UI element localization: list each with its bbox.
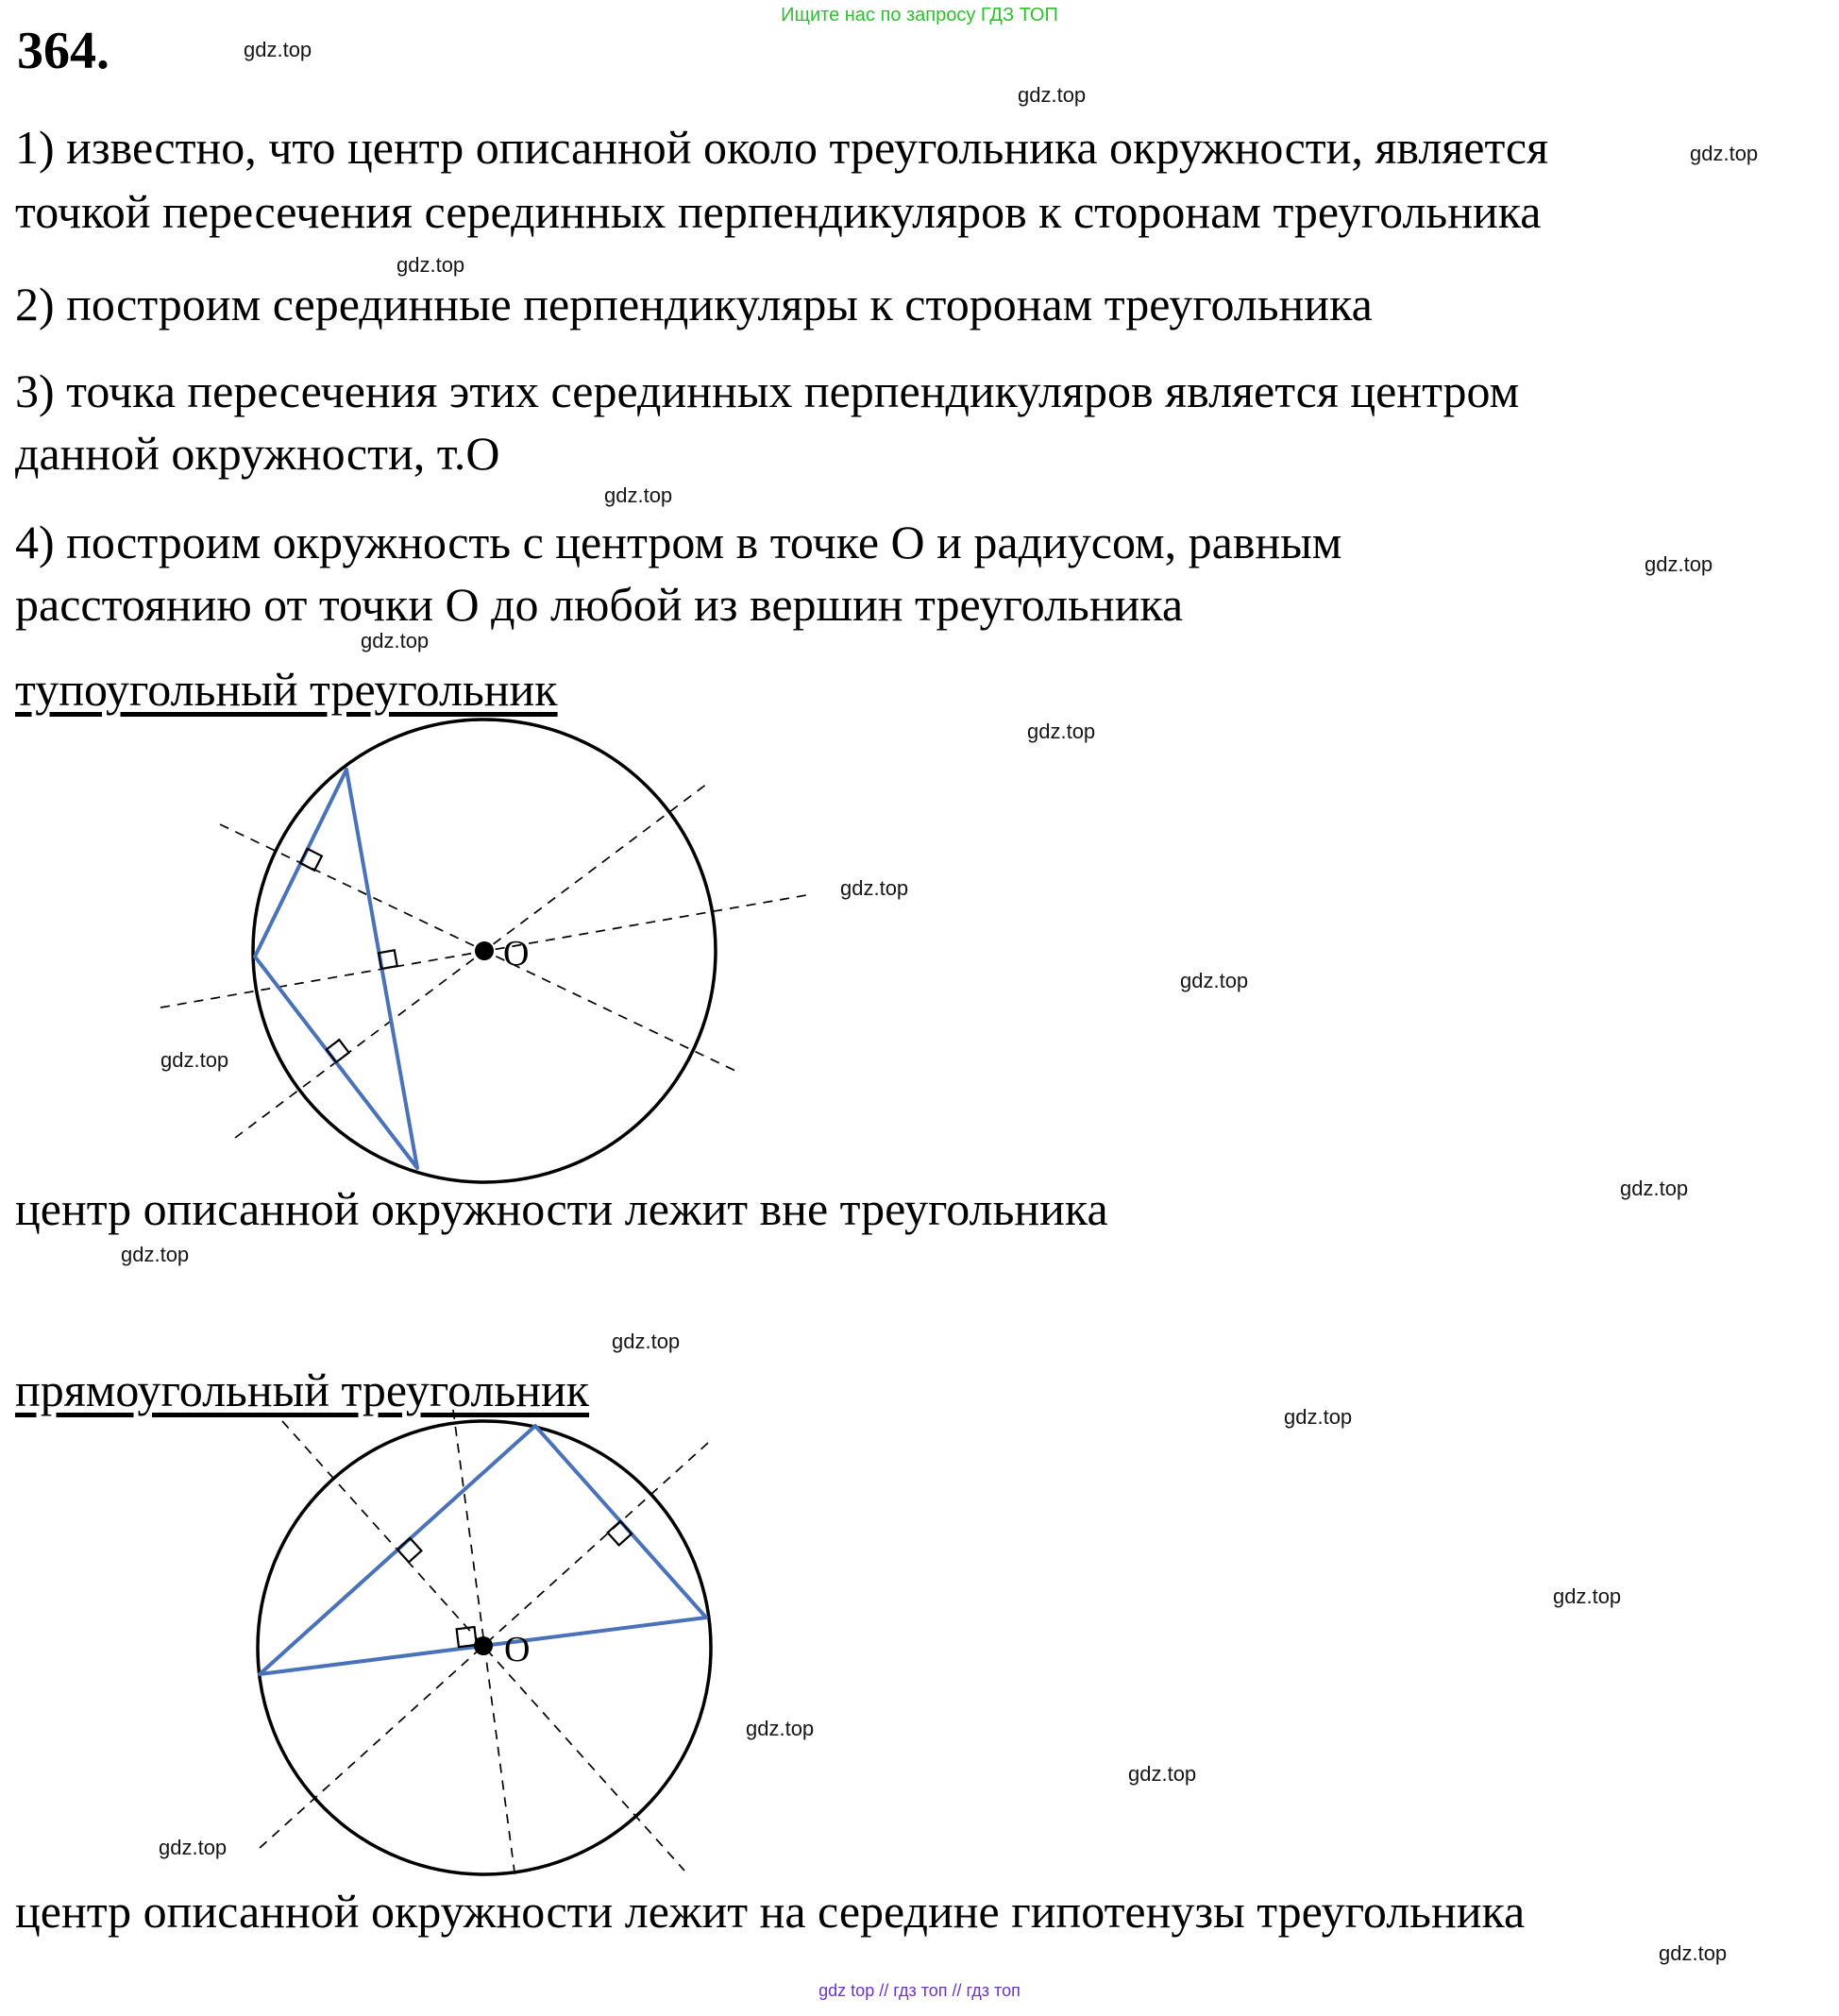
center-point [475,941,494,960]
footer-text: gdz top // гдз топ // гдз топ [818,1981,1021,2000]
watermark-gdz-top: gdz.top [604,483,673,507]
top-banner-text: Ищите нас по запросу ГДЗ ТОП [781,5,1058,25]
problem-number: 364. [17,22,110,80]
step-3-line-1: 3) точка пересечения этих серединных перпендикуляров является центром [15,364,1520,417]
watermark-gdz-top: gdz.top [1180,969,1249,992]
perpendicular-bisector [235,781,711,1138]
watermark-gdz-top: gdz.top [160,1048,229,1072]
step-3-line-2: данной окружности, т.О [15,427,500,480]
section-heading-right: прямоугольный треугольник [15,1364,590,1416]
watermark-gdz-top: gdz.top [612,1330,681,1353]
right-angle-mark [397,1538,421,1562]
watermark-gdz-top: gdz.top [159,1836,228,1859]
watermark-gdz-top: gdz.top [244,38,312,61]
watermark-gdz-top: gdz.top [1553,1584,1622,1608]
section-caption-right: центр описанной окружности лежит на середине гипотенузы треугольника [15,1885,1526,1938]
watermark-gdz-top: gdz.top [1128,1762,1197,1786]
watermark-gdz-top: gdz.top [1690,142,1759,165]
watermark-gdz-top: gdz.top [361,629,430,652]
watermark-gdz-top: gdz.top [840,876,909,900]
right-triangle-diagram [113,1402,859,1903]
section-heading-obtuse: тупоугольный треугольник [15,663,558,716]
watermark-gdz-top: gdz.top [1620,1177,1689,1200]
watermark-gdz-top: gdz.top [1027,720,1096,743]
obtuse-triangle-diagram [113,703,859,1199]
right-angle-mark [457,1627,477,1647]
watermark-gdz-top: gdz.top [121,1243,190,1266]
section-caption-obtuse: центр описанной окружности лежит вне треугольника [15,1182,1108,1235]
step-1-line-2: точкой пересечения серединных перпендикуляров к сторонам треугольника [15,185,1542,238]
center-label: O [503,934,530,974]
step-4-line-2: расстоянию от точки О до любой из вершин треугольника [15,578,1184,631]
right-angle-mark [608,1521,632,1545]
step-1-line-1: 1) известно, что центр описанной около треугольника окружности, является [15,121,1549,174]
center-label: O [504,1630,531,1669]
obtuse-triangle [255,770,417,1168]
watermark-gdz-top: gdz.top [746,1717,815,1740]
watermark-gdz-top: gdz.top [396,253,465,277]
watermark-gdz-top: gdz.top [1645,552,1713,576]
watermark-gdz-top: gdz.top [1018,83,1087,107]
watermark-gdz-top: gdz.top [1284,1405,1353,1429]
step-2-line-1: 2) построим серединные перпендикуляры к сторонам треугольника [15,278,1373,330]
center-point [474,1636,493,1655]
step-4-line-1: 4) построим окружность с центром в точке О и радиусом, равным [15,516,1342,568]
watermark-gdz-top: gdz.top [1659,1941,1728,1965]
